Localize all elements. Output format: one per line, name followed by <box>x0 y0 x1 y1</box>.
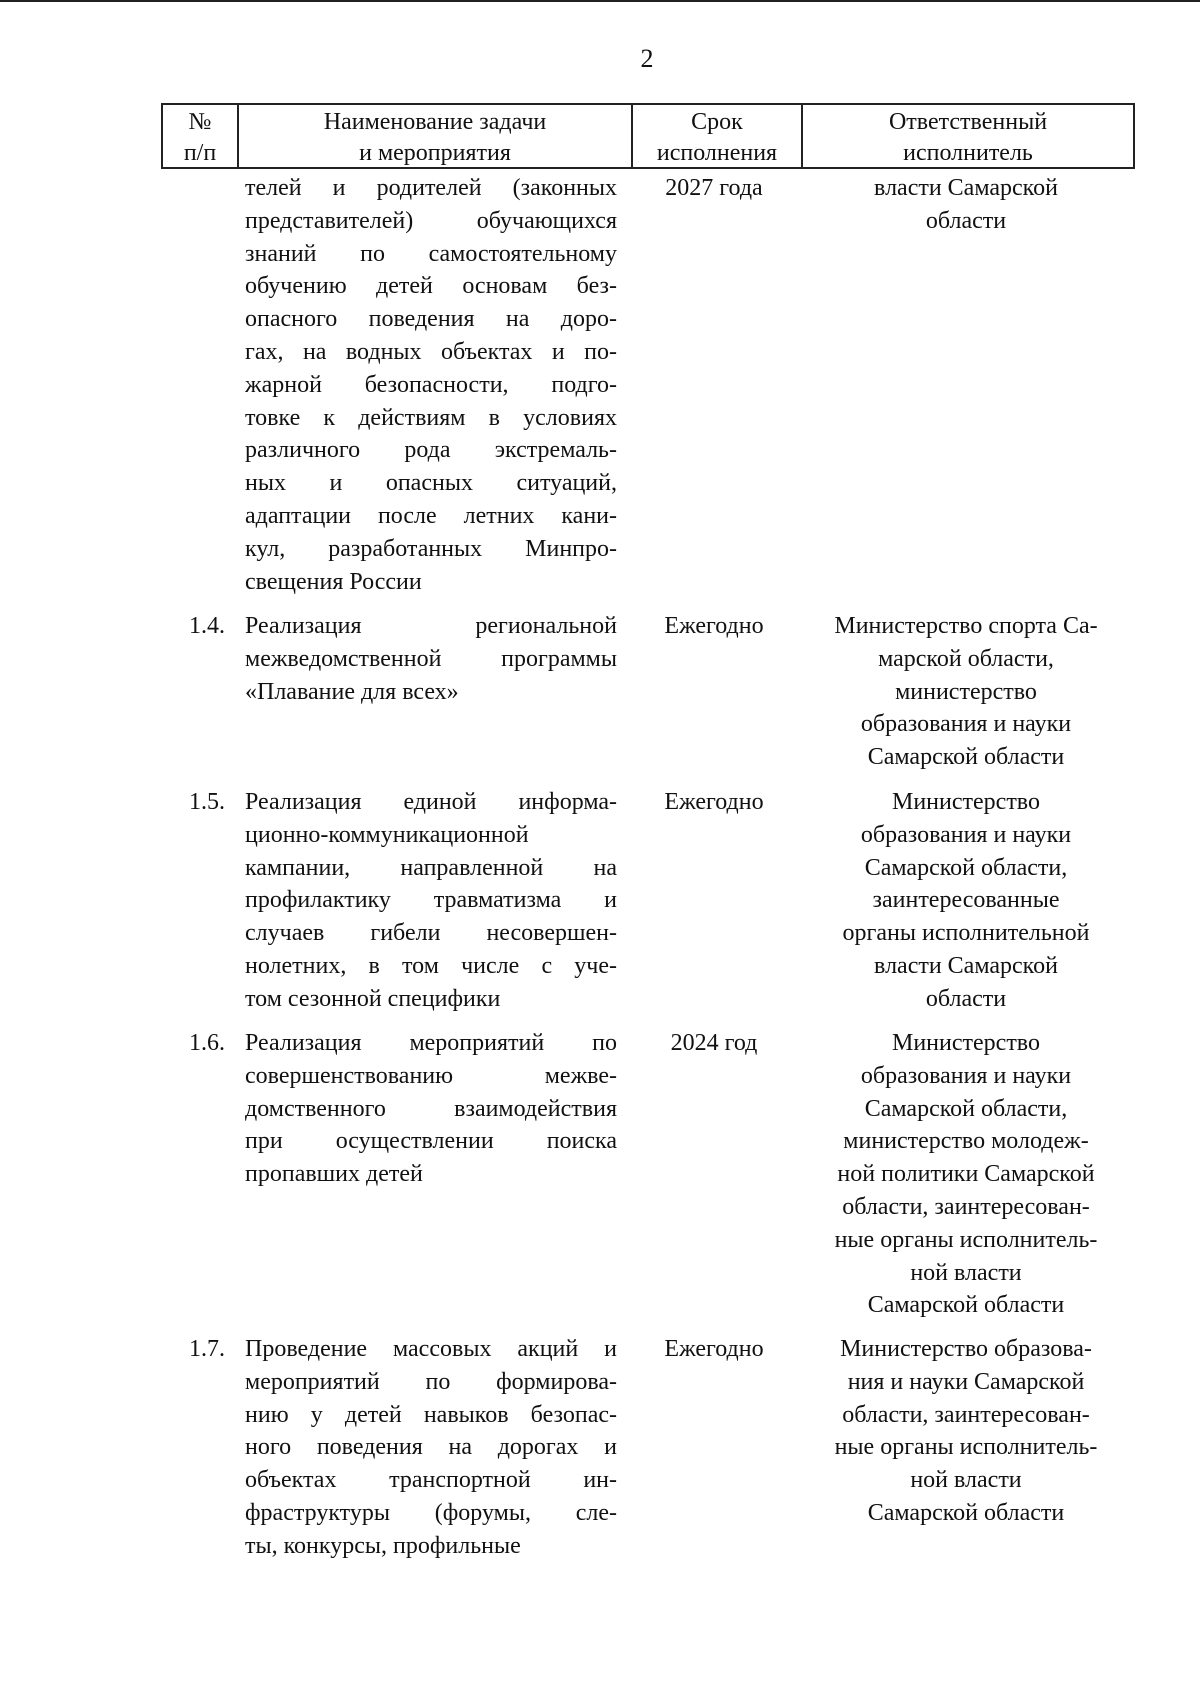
responsible-line: образования и науки <box>860 711 1072 738</box>
task-name-line: ты, конкурсы, профильные <box>245 1532 521 1559</box>
top-border-line <box>0 0 1200 2</box>
task-name-line: жарной безопасности, подго- <box>245 371 617 398</box>
task-name-line: нию у детей навыков безопас- <box>245 1401 617 1428</box>
task-name-line: мероприятий по формирова- <box>245 1368 617 1395</box>
responsible-line: области, заинтересован- <box>842 1401 1090 1428</box>
row-responsible <box>801 610 1131 774</box>
task-name-line: ционно-коммуникационной <box>245 821 529 848</box>
task-name-line: нолетних, в том числе с уче- <box>245 952 617 979</box>
responsible-line: Министерство <box>892 789 1040 815</box>
responsible-line: образования и науки <box>860 821 1072 848</box>
responsible-line: ной власти <box>910 1467 1022 1494</box>
row-term: Ежегодно <box>664 789 764 815</box>
header-number-column <box>163 105 239 167</box>
task-name-line: совершенствованию межве- <box>245 1062 617 1089</box>
row-task-name <box>245 172 617 598</box>
responsible-line: министерство молодеж- <box>843 1128 1089 1155</box>
row-task-name <box>245 1333 617 1563</box>
task-name-line: телей и родителей (законных <box>245 175 617 201</box>
task-name-line: Реализация единой информа- <box>245 789 617 815</box>
task-name-line: кул, разработанных Минпро- <box>245 535 617 562</box>
header-name-line2: и мероприятия <box>359 140 511 166</box>
header-responsible-line2: исполнитель <box>903 140 1033 166</box>
row-task-name <box>245 786 617 1016</box>
task-name-line: случаев гибели несовершен- <box>245 920 617 947</box>
row-responsible <box>801 786 1131 1016</box>
page-number: 2 <box>640 44 654 73</box>
task-name-line: том сезонной специфики <box>245 985 501 1012</box>
responsible-line: Министерство образова- <box>840 1336 1092 1362</box>
row-term: Ежегодно <box>664 1336 764 1362</box>
responsible-line: Министерство <box>892 1030 1040 1056</box>
responsible-line: органы исполнительной <box>842 920 1090 947</box>
header-number-line1: № <box>188 109 212 135</box>
header-name-line1: Наименование задачи <box>323 109 547 135</box>
task-name-line: гах, на водных объектах и по- <box>245 338 617 365</box>
task-name-line: профилактику травматизма и <box>245 887 617 914</box>
row-responsible <box>801 1333 1131 1530</box>
row-number: 1.6. <box>189 1030 225 1056</box>
task-name-line: домственного взаимодействия <box>245 1095 617 1122</box>
responsible-line: Министерство спорта Са- <box>834 613 1098 639</box>
task-name-line: различного рода экстремаль- <box>245 437 617 464</box>
header-name-column <box>239 105 633 167</box>
responsible-line: Самарской области <box>867 1499 1065 1526</box>
responsible-line: области <box>925 207 1007 234</box>
task-name-line: при осуществлении поиска <box>245 1128 617 1155</box>
responsible-line: ной власти <box>910 1259 1022 1286</box>
responsible-line: министерство <box>895 678 1037 705</box>
header-term-line2: исполнения <box>656 140 778 166</box>
responsible-line: образования и науки <box>860 1062 1072 1089</box>
task-name-line: представителей) обучающихся <box>245 207 617 234</box>
header-responsible-column <box>803 105 1133 167</box>
row-term: 2027 года <box>665 175 763 201</box>
task-name-line: межведомственной программы <box>245 645 617 672</box>
row-responsible <box>801 1027 1131 1322</box>
responsible-line: Самарской области, <box>864 1095 1068 1122</box>
responsible-line: ной политики Самарской <box>837 1161 1095 1188</box>
header-term-column <box>633 105 803 167</box>
task-name-line: Реализация региональной <box>245 613 617 639</box>
task-name-line: свещения России <box>245 568 422 595</box>
row-task-name <box>245 1027 617 1191</box>
responsible-line: заинтересованные <box>872 887 1060 914</box>
responsible-line: Самарской области <box>867 744 1065 771</box>
responsible-line: Самарской области <box>867 1292 1065 1319</box>
task-name-line: ных и опасных ситуаций, <box>245 470 617 497</box>
task-name-line: опасного поведения на доро- <box>245 306 617 333</box>
responsible-line: области <box>925 985 1007 1012</box>
row-number: 1.4. <box>189 613 225 639</box>
row-responsible <box>801 172 1131 238</box>
table-header <box>161 103 1135 169</box>
responsible-line: ные органы исполнитель- <box>834 1226 1098 1253</box>
task-name-line: пропавших детей <box>245 1161 423 1188</box>
responsible-line: Самарской области, <box>864 854 1068 881</box>
header-term-line1: Срок <box>691 109 743 135</box>
responsible-line: ния и науки Самарской <box>847 1368 1085 1395</box>
task-name-line: кампании, направленной на <box>245 854 617 881</box>
header-responsible-line1: Ответственный <box>888 109 1048 135</box>
task-name-line: адаптации после летних кани- <box>245 502 617 529</box>
task-name-line: объектах транспортной ин- <box>245 1467 617 1494</box>
task-name-line: «Плавание для всех» <box>245 678 459 705</box>
task-name-line: ного поведения на дорогах и <box>245 1434 617 1461</box>
task-name-line: Реализация мероприятий по <box>245 1030 617 1056</box>
responsible-line: области, заинтересован- <box>842 1193 1090 1220</box>
row-number: 1.5. <box>189 789 225 815</box>
task-name-line: знаний по самостоятельному <box>245 240 617 267</box>
row-term: Ежегодно <box>664 613 764 639</box>
task-name-line: товке к действиям в условиях <box>245 404 617 431</box>
row-task-name <box>245 610 617 708</box>
header-number-line2: п/п <box>183 140 217 166</box>
task-name-line: фраструктуры (форумы, сле- <box>245 1499 617 1526</box>
task-name-line: обучению детей основам без- <box>245 273 617 300</box>
responsible-line: марской области, <box>878 645 1054 672</box>
responsible-line: ные органы исполнитель- <box>834 1434 1098 1461</box>
responsible-line: власти Самарской <box>874 175 1058 201</box>
row-number: 1.7. <box>189 1336 225 1362</box>
responsible-line: власти Самарской <box>874 952 1058 979</box>
task-name-line: Проведение массовых акций и <box>245 1336 617 1362</box>
row-term: 2024 год <box>670 1030 758 1056</box>
